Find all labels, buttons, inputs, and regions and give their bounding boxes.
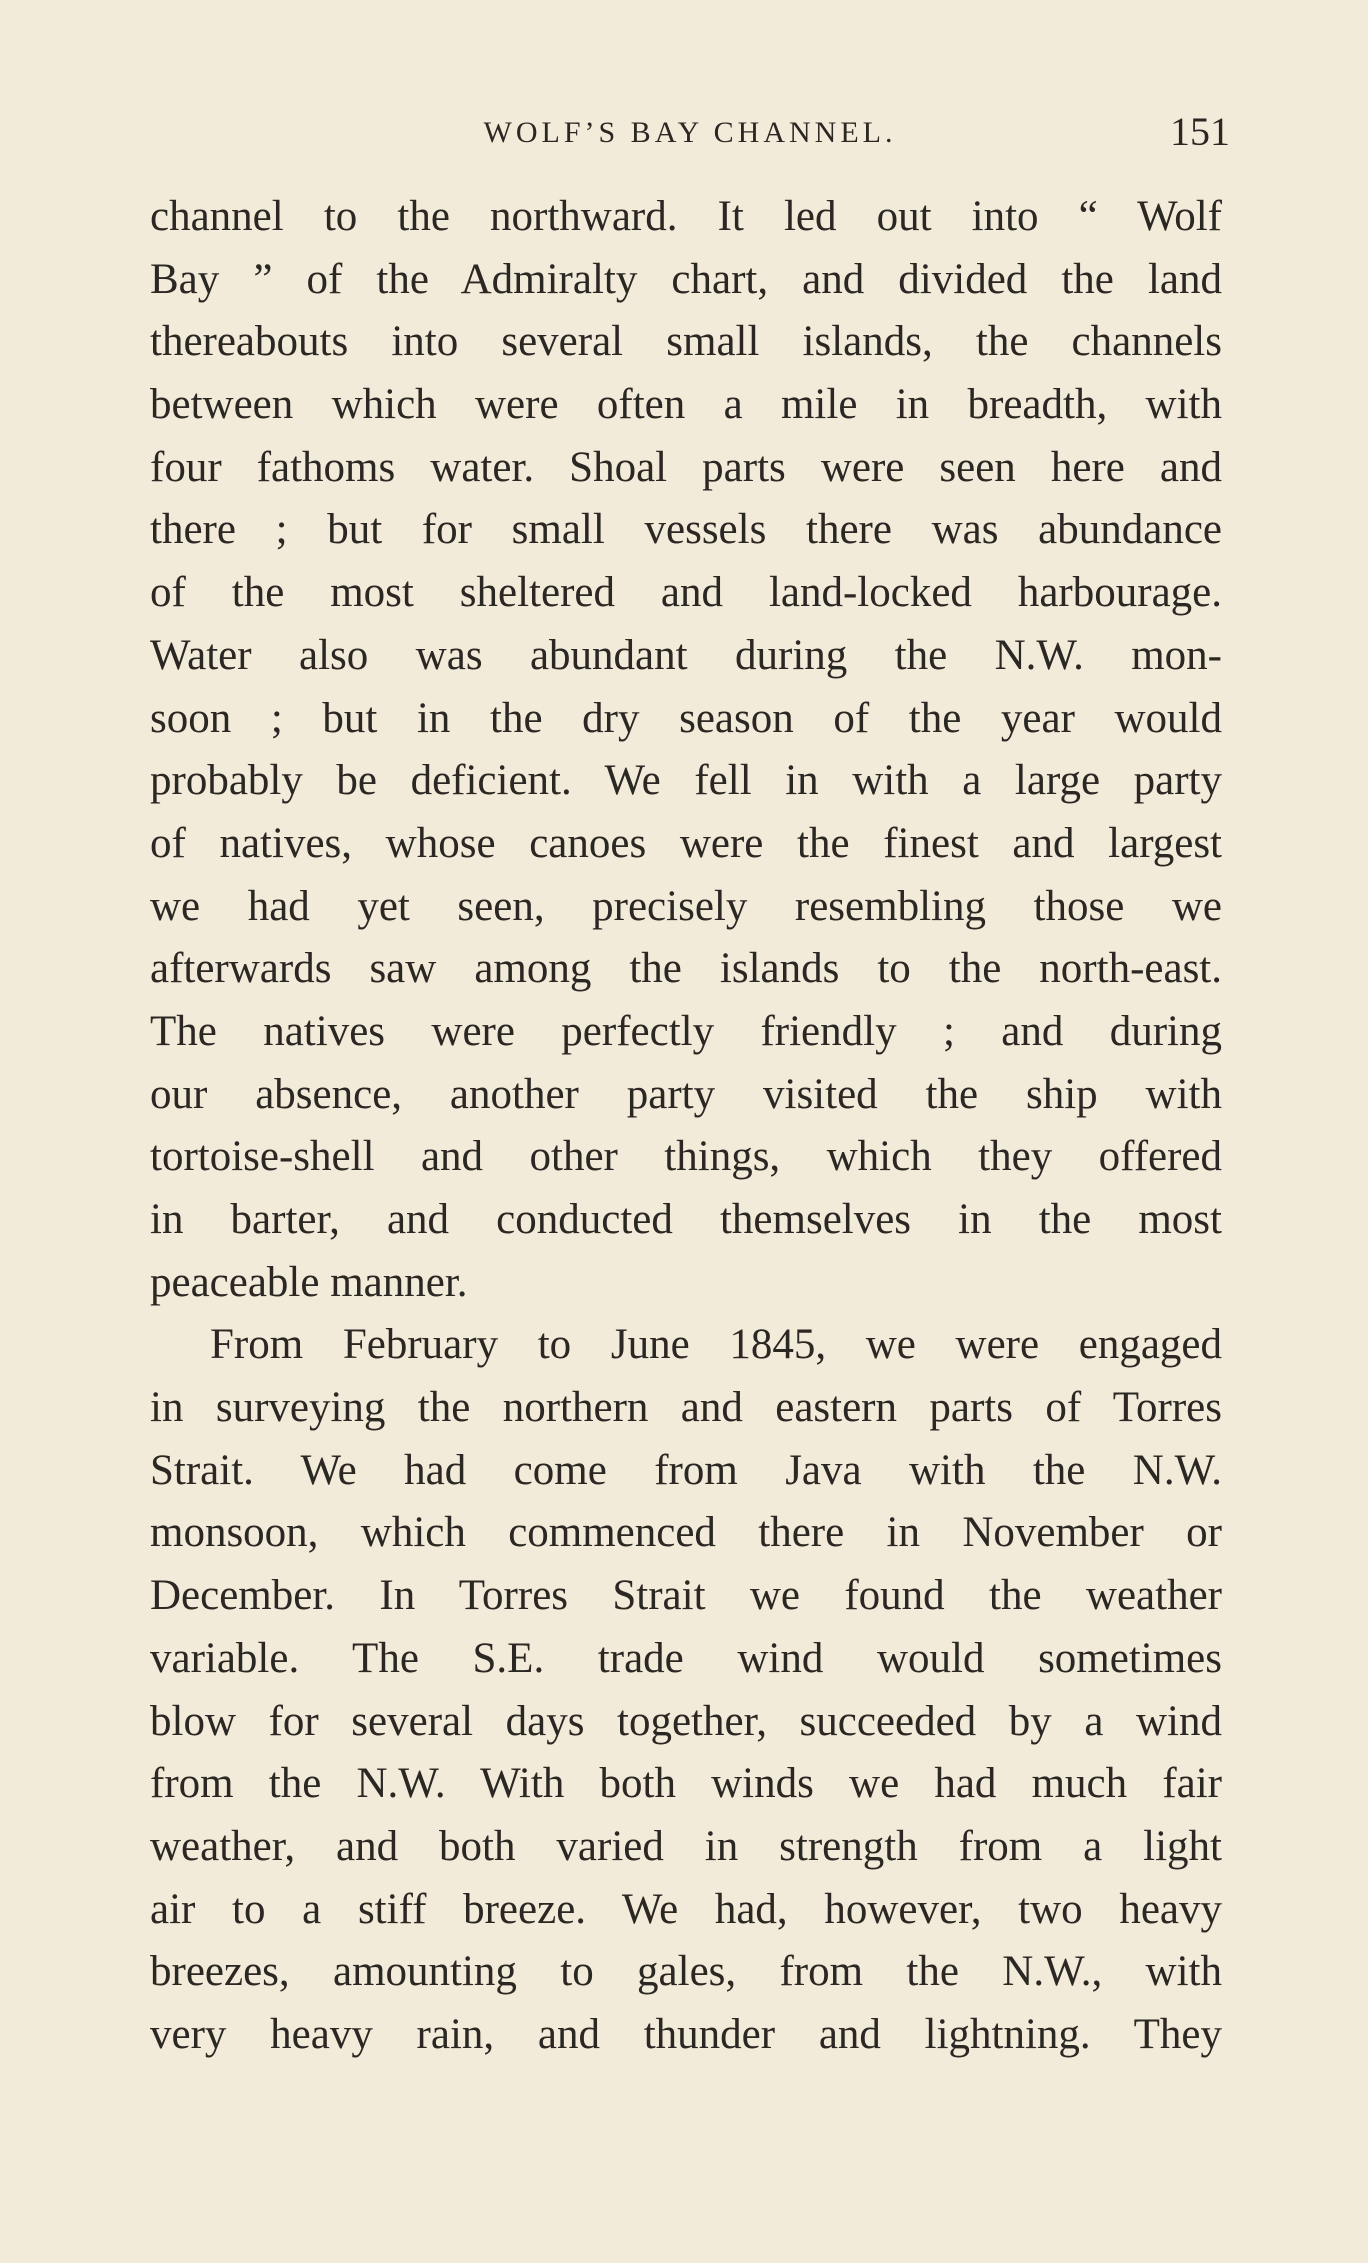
text-line: we had yet seen, precisely resembling those we xyxy=(150,882,1222,930)
text-line: peaceable manner. xyxy=(150,1258,468,1306)
text-line: tortoise-shell and other things, which they offered xyxy=(150,1133,1222,1181)
text-line: of the most sheltered and land-locked harbourage. xyxy=(150,569,1222,617)
running-head xyxy=(150,108,1230,158)
text-line: very heavy rain, and thunder and lightning. They xyxy=(150,2010,1222,2058)
text-line: from the N.W. With both winds we had much fair xyxy=(150,1760,1222,1808)
text-line: blow for several days together, succeeded by a wind xyxy=(150,1697,1222,1745)
text-line: there ; but for small vessels there was abundance xyxy=(150,506,1222,554)
text-line: variable. The S.E. trade wind would sometimes xyxy=(150,1634,1222,1682)
text-line: From February to June 1845, we were engaged xyxy=(210,1321,1222,1369)
body-text xyxy=(150,186,1222,2067)
text-line: afterwards saw among the islands to the north-east. xyxy=(150,945,1222,993)
text-line: Bay ” of the Admiralty chart, and divided the land xyxy=(150,255,1222,303)
page-number: 151 xyxy=(1170,109,1230,154)
text-line: between which were often a mile in breadth, with xyxy=(150,381,1222,429)
text-line: of natives, whose canoes were the finest and largest xyxy=(150,819,1222,867)
text-line: four fathoms water. Shoal parts were seen here and xyxy=(150,443,1222,491)
text-line: December. In Torres Strait we found the weather xyxy=(150,1572,1222,1620)
text-line: soon ; but in the dry season of the year would xyxy=(150,694,1222,742)
running-title: WOLF’S BAY CHANNEL. xyxy=(483,116,897,149)
text-line: in barter, and conducted themselves in the most xyxy=(150,1196,1222,1243)
text-line: weather, and both varied in strength from a light xyxy=(150,1822,1222,1870)
text-line: monsoon, which commenced there in November or xyxy=(150,1509,1222,1557)
text-line: in surveying the northern and eastern parts of Torres xyxy=(150,1384,1222,1432)
text-line: The natives were perfectly friendly ; and during xyxy=(150,1007,1222,1055)
text-line: air to a stiff breeze. We had, however, two heavy xyxy=(150,1885,1222,1933)
text-line: channel to the northward. It led out into “ Wolf xyxy=(150,193,1222,240)
text-line: Strait. We had come from Java with the N.W. xyxy=(150,1446,1222,1494)
text-line: breezes, amounting to gales, from the N.W., with xyxy=(150,1948,1222,1996)
text-line: probably be deficient. We fell in with a large party xyxy=(150,757,1222,805)
text-line: thereabouts into several small islands, the channels xyxy=(150,318,1222,366)
text-line: our absence, another party visited the ship with xyxy=(150,1070,1222,1118)
text-line: Water also was abundant during the N.W. mon- xyxy=(150,631,1222,679)
